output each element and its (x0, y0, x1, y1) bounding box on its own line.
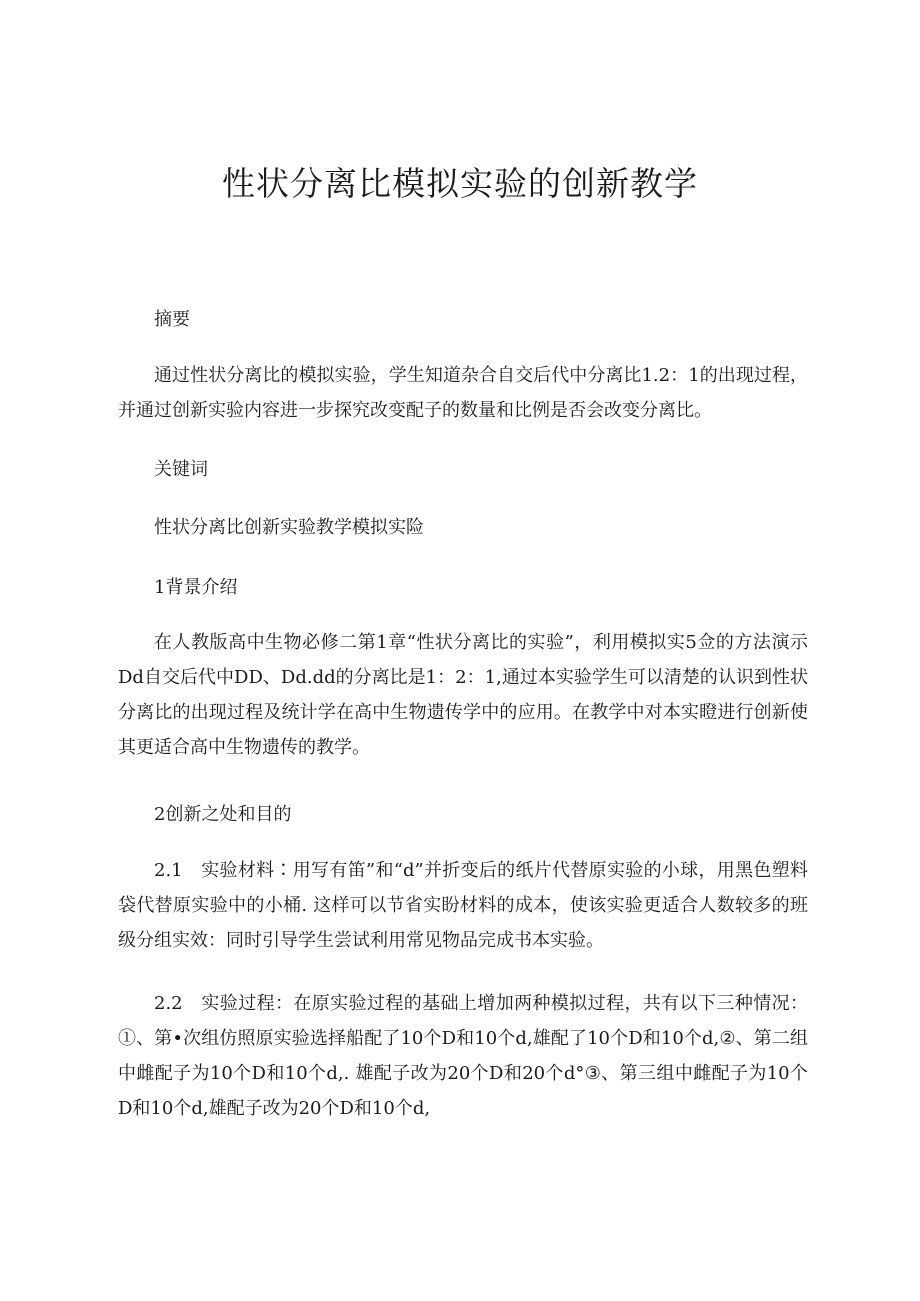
section1-heading: 1背景介绍 (154, 577, 238, 598)
section2-2-paragraph: 2.2 实验过程：在原实验过程的基础上增加两种模拟过程，共有以下三种情况：①、第•次组仿照原实验选择船配了10个D和10个d,雄配了10个D和10个d,②、第二组中雌配子为10个D和10个d,. 雄配子改为20个D和20个d°③、第三组中雌配子为10个D和10个d,雄配子改为20个D和10个d, (118, 993, 808, 1119)
keywords-paragraph: 性状分离比创新实验教学模拟实险 (154, 517, 424, 538)
section2-heading: 2创新之处和目的 (154, 804, 292, 825)
abstract-heading: 摘要 (154, 309, 190, 330)
keywords-heading: 关键词 (154, 459, 208, 480)
abstract-paragraph: 通过性状分离比的模拟实验，学生知道杂合自交后代中分离比1.2：1的出现过程，并通过创新实验内容进一步探究改变配子的数量和比例是否会改变分离比。 (118, 365, 808, 421)
document-title: 性状分离比模拟实验的创新教学 (222, 164, 698, 203)
section1-paragraph: 在人教版高中生物必修二第1章“性状分离比的实验”，利用模拟实5佥的方法演示Dd自交后代中DD、Dd.dd的分离比是1：2：1,通过本实验学生可以清楚的认识到性状分离比的出现过程及统计学在高中生物遗传学中的应用。在教学中对本实瞪进行创新使其更适合高中生物遗传的教学。 (118, 632, 808, 758)
section2-1-paragraph: 2.1 实验材料∶用写有笛”和“d”并折变后的纸片代替原实验的小球，用黑色塑料袋代替原实验中的小桶. 这样可以节省实盼材料的成本，使该实验更适合人数较多的班级分组实效：同时引导学生尝试利用常见物品完成书本实验。 (118, 860, 808, 951)
